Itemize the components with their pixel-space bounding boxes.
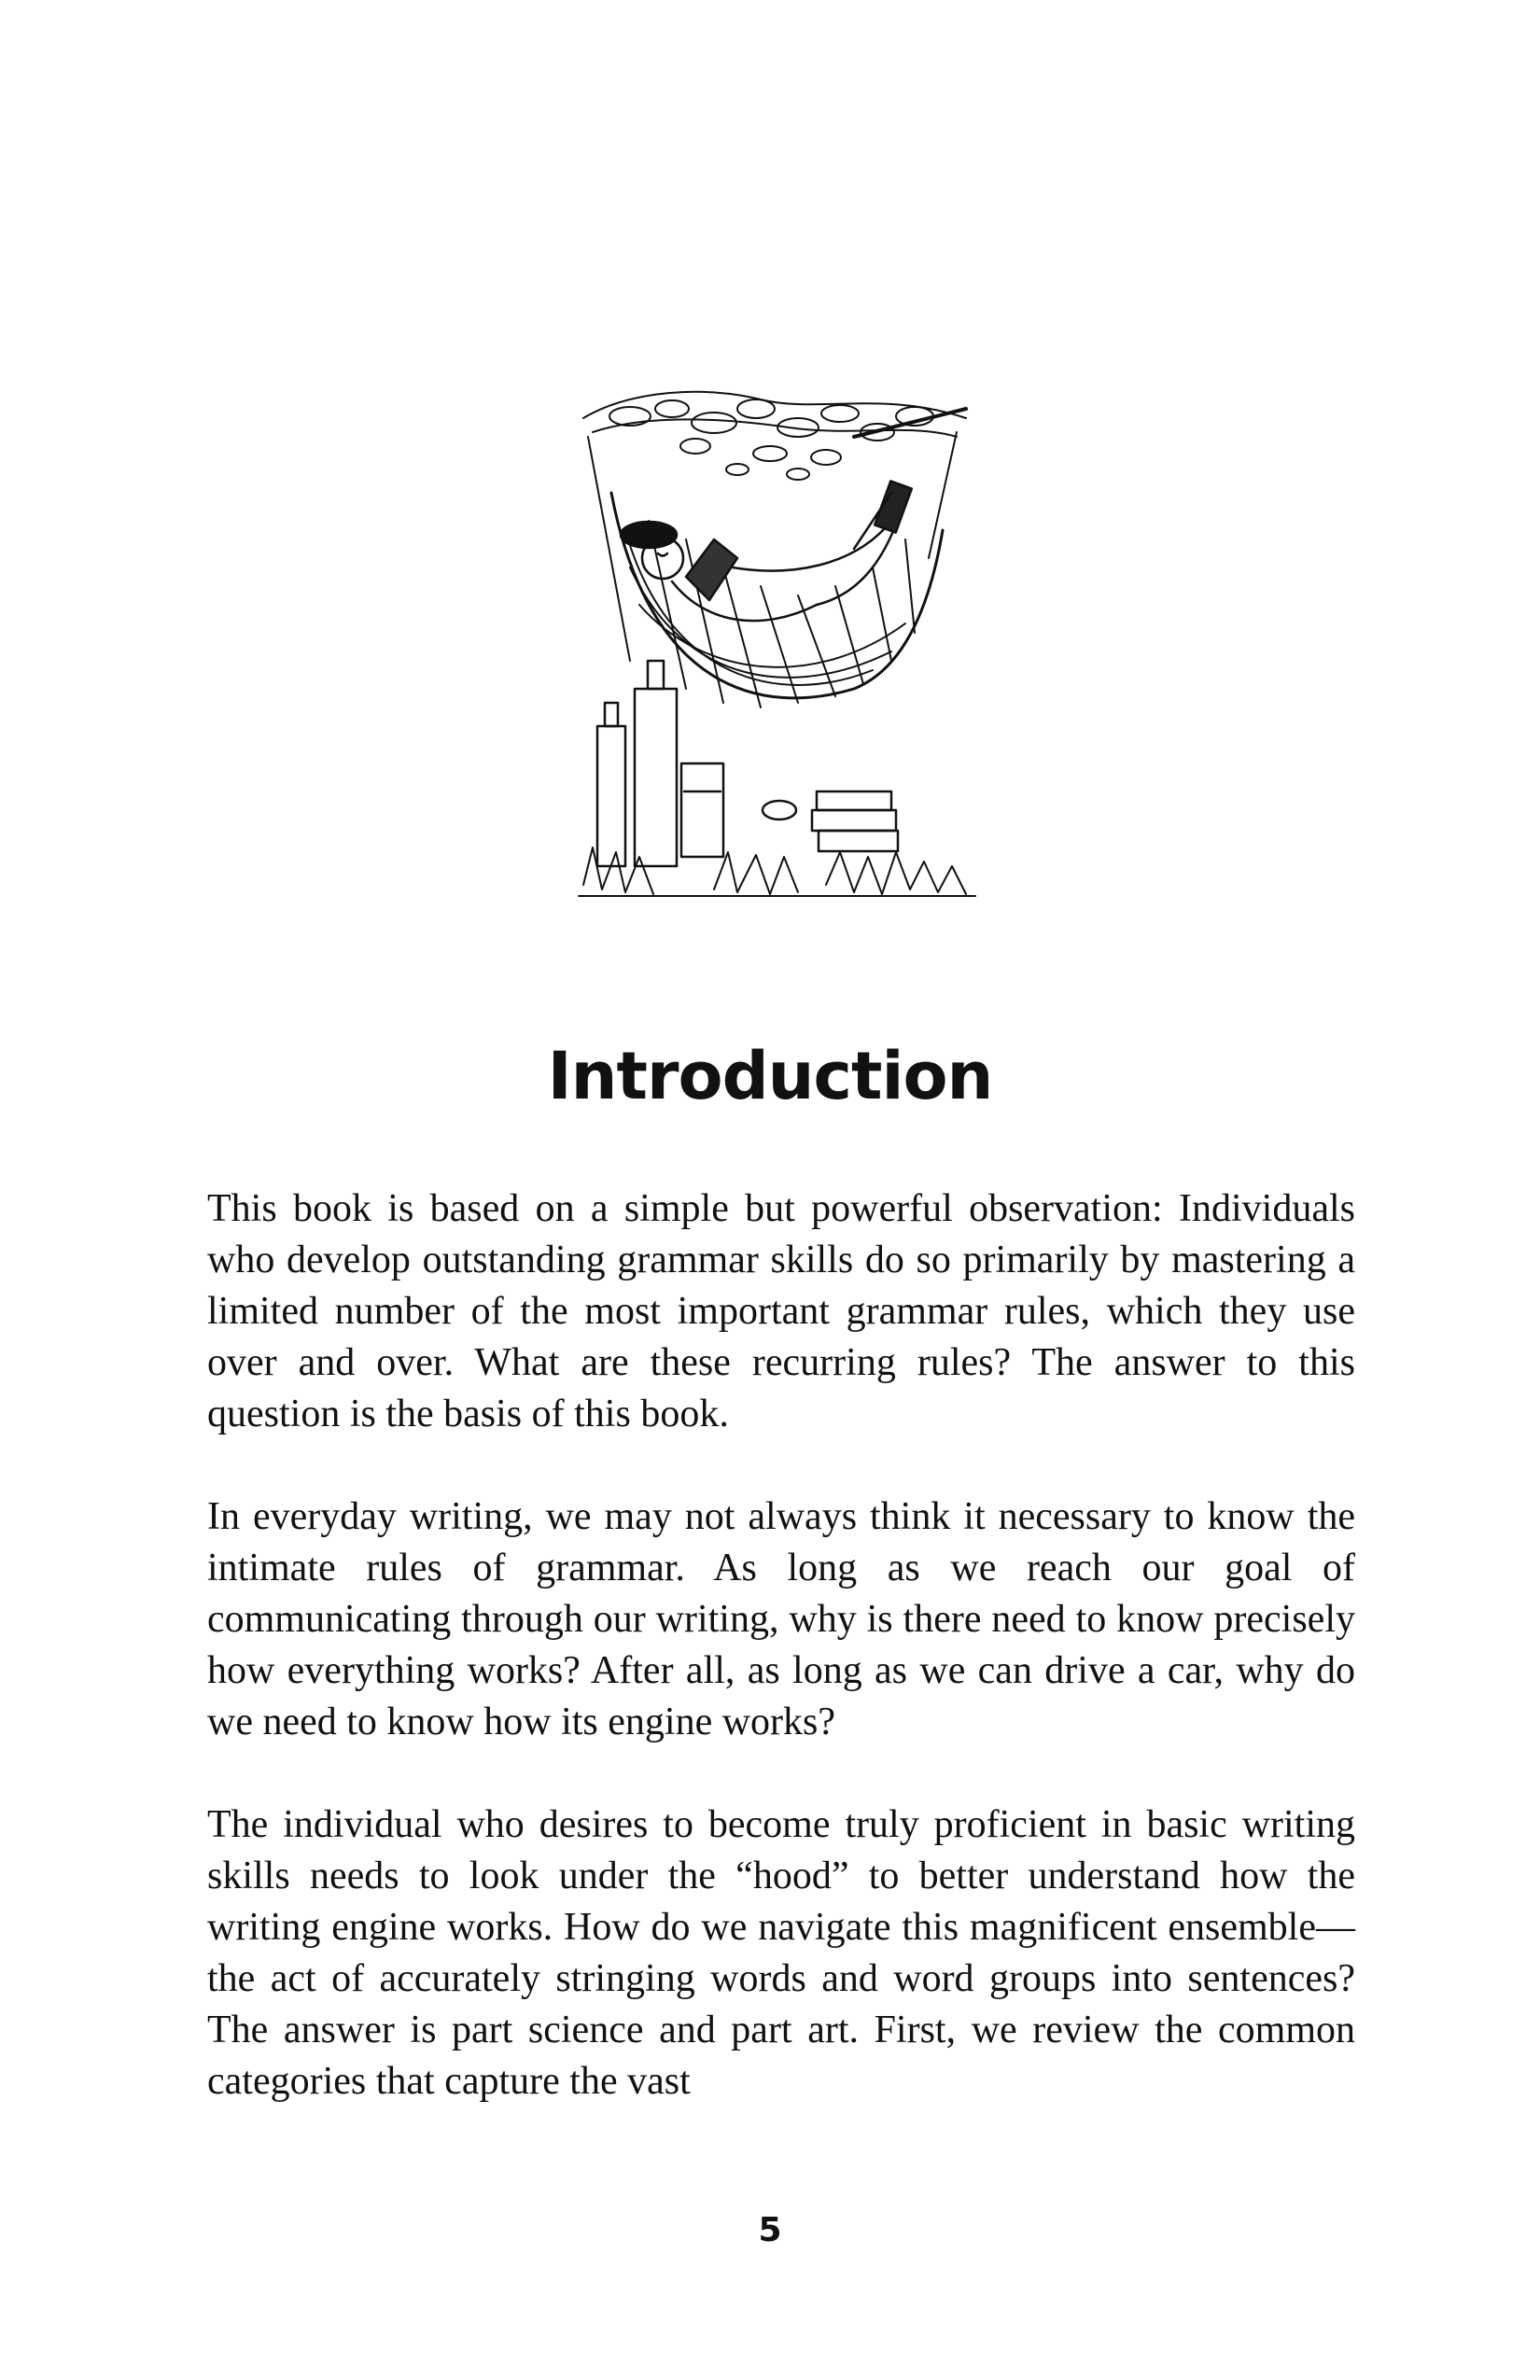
body-text <box>207 1183 1355 2159</box>
paragraph-2: In everyday writing, we may not always think it necessary to know the intimate rules of grammar. As long as we reach our goal of communicating through our writing, why is there need to know precisely how everything works? After all, as long as we can drive a car, why do we need to know how its engine works? <box>207 1495 1355 1743</box>
bottles-icon <box>597 661 723 866</box>
reader-figure-icon <box>621 481 912 621</box>
paragraph-1: This book is based on a simple but powerful observation: Individuals who develop outstanding grammar skills do so primarily by mastering a limited number of the most important grammar rules, which they use over and over. What are these recurring rules? The answer to this question is the basis of this book. <box>207 1187 1355 1435</box>
chapter-title: Introduction <box>547 1038 993 1114</box>
page-number: 5 <box>758 2211 782 2249</box>
grass-icon <box>579 847 975 896</box>
paragraph-3: The individual who desires to become truly proficient in basic writing skills needs to look under the “hood” to better understand how the writing engine works. How do we navigate this magnificent ensemble—the act of accurately stringing words and word groups into sentences? The answer is part science and part art. First, we review the common categories that capture the vast <box>207 1803 1355 2103</box>
books-icon <box>763 791 898 851</box>
foliage-icon <box>583 392 966 480</box>
hammock-reader-illustration <box>574 381 985 922</box>
